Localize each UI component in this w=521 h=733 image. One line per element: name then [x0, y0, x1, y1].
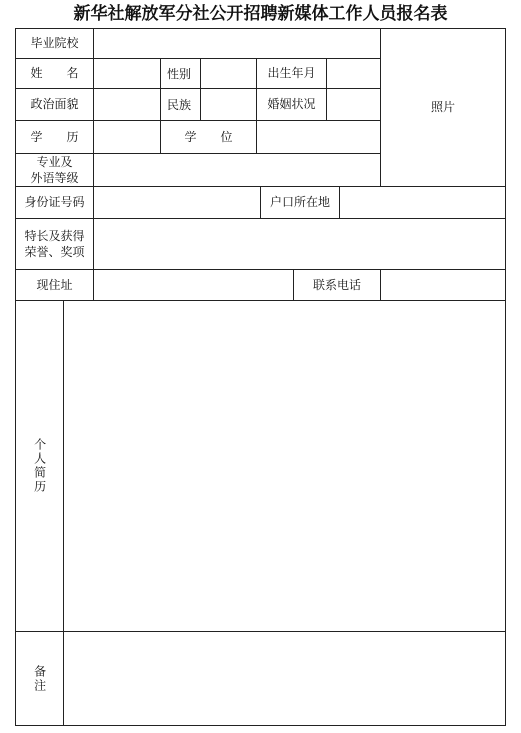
- school-label-text: 毕业院校: [30, 36, 79, 51]
- specialty-label-line1: 特长及获得: [24, 228, 85, 243]
- address-field[interactable]: [93, 269, 294, 301]
- education-label-text: 学 历: [30, 129, 79, 144]
- name-field[interactable]: [93, 58, 161, 89]
- hukou-field[interactable]: [339, 186, 506, 219]
- education-label: [15, 120, 94, 154]
- birth-label: [256, 58, 327, 89]
- id-number-label-text: 身份证号码: [24, 195, 85, 210]
- ethnicity-field[interactable]: [200, 88, 257, 121]
- marital-label: [256, 88, 327, 121]
- hukou-label: [260, 186, 340, 219]
- major-label: [15, 153, 94, 187]
- marital-label-text: 婚姻状况: [267, 97, 316, 112]
- ethnicity-label-text: 民族: [167, 98, 192, 112]
- ethnicity-label: [160, 88, 201, 121]
- major-field[interactable]: [93, 153, 381, 187]
- phone-label-text: 联系电话: [312, 277, 361, 292]
- education-field[interactable]: [93, 120, 161, 154]
- id-number-label: [15, 186, 94, 219]
- id-number-field[interactable]: [93, 186, 261, 219]
- political-label-text: 政治面貌: [30, 97, 79, 112]
- school-field[interactable]: [93, 28, 381, 59]
- degree-label: [160, 120, 257, 154]
- degree-label-text: 学 位: [184, 129, 233, 144]
- address-label-text: 现住址: [36, 277, 73, 292]
- form-title: 新华社解放军分社公开招聘新媒体工作人员报名表: [73, 4, 448, 24]
- gender-label: [160, 58, 201, 89]
- degree-field[interactable]: [256, 120, 381, 154]
- resume-label-text: 个人简历: [32, 438, 47, 494]
- remarks-label-text: 备注: [32, 664, 47, 693]
- marital-field[interactable]: [326, 88, 381, 121]
- photo-label: 照片: [430, 100, 455, 115]
- photo-box[interactable]: [380, 28, 506, 187]
- name-label-text: 姓 名: [30, 66, 79, 81]
- remarks-label: [15, 631, 64, 726]
- resume-label: [15, 300, 64, 632]
- specialty-label: [15, 218, 94, 270]
- phone-label: [293, 269, 381, 301]
- major-label-line2: 外语等级: [30, 171, 79, 185]
- birth-field[interactable]: [326, 58, 381, 89]
- specialty-label-line2: 荣誉、奖项: [24, 245, 85, 259]
- specialty-field[interactable]: [93, 218, 506, 270]
- hukou-label-text: 户口所在地: [269, 195, 330, 210]
- gender-label-text: 性别: [167, 67, 192, 81]
- political-field[interactable]: [93, 88, 161, 121]
- name-label: [15, 58, 94, 89]
- remarks-field[interactable]: [63, 631, 506, 726]
- major-label-line1: 专业及: [36, 154, 73, 169]
- birth-label-text: 出生年月: [267, 66, 316, 81]
- school-label: [15, 28, 94, 59]
- address-label: [15, 269, 94, 301]
- gender-field[interactable]: [200, 58, 257, 89]
- resume-field[interactable]: [63, 300, 506, 632]
- phone-field[interactable]: [380, 269, 506, 301]
- political-label: [15, 88, 94, 121]
